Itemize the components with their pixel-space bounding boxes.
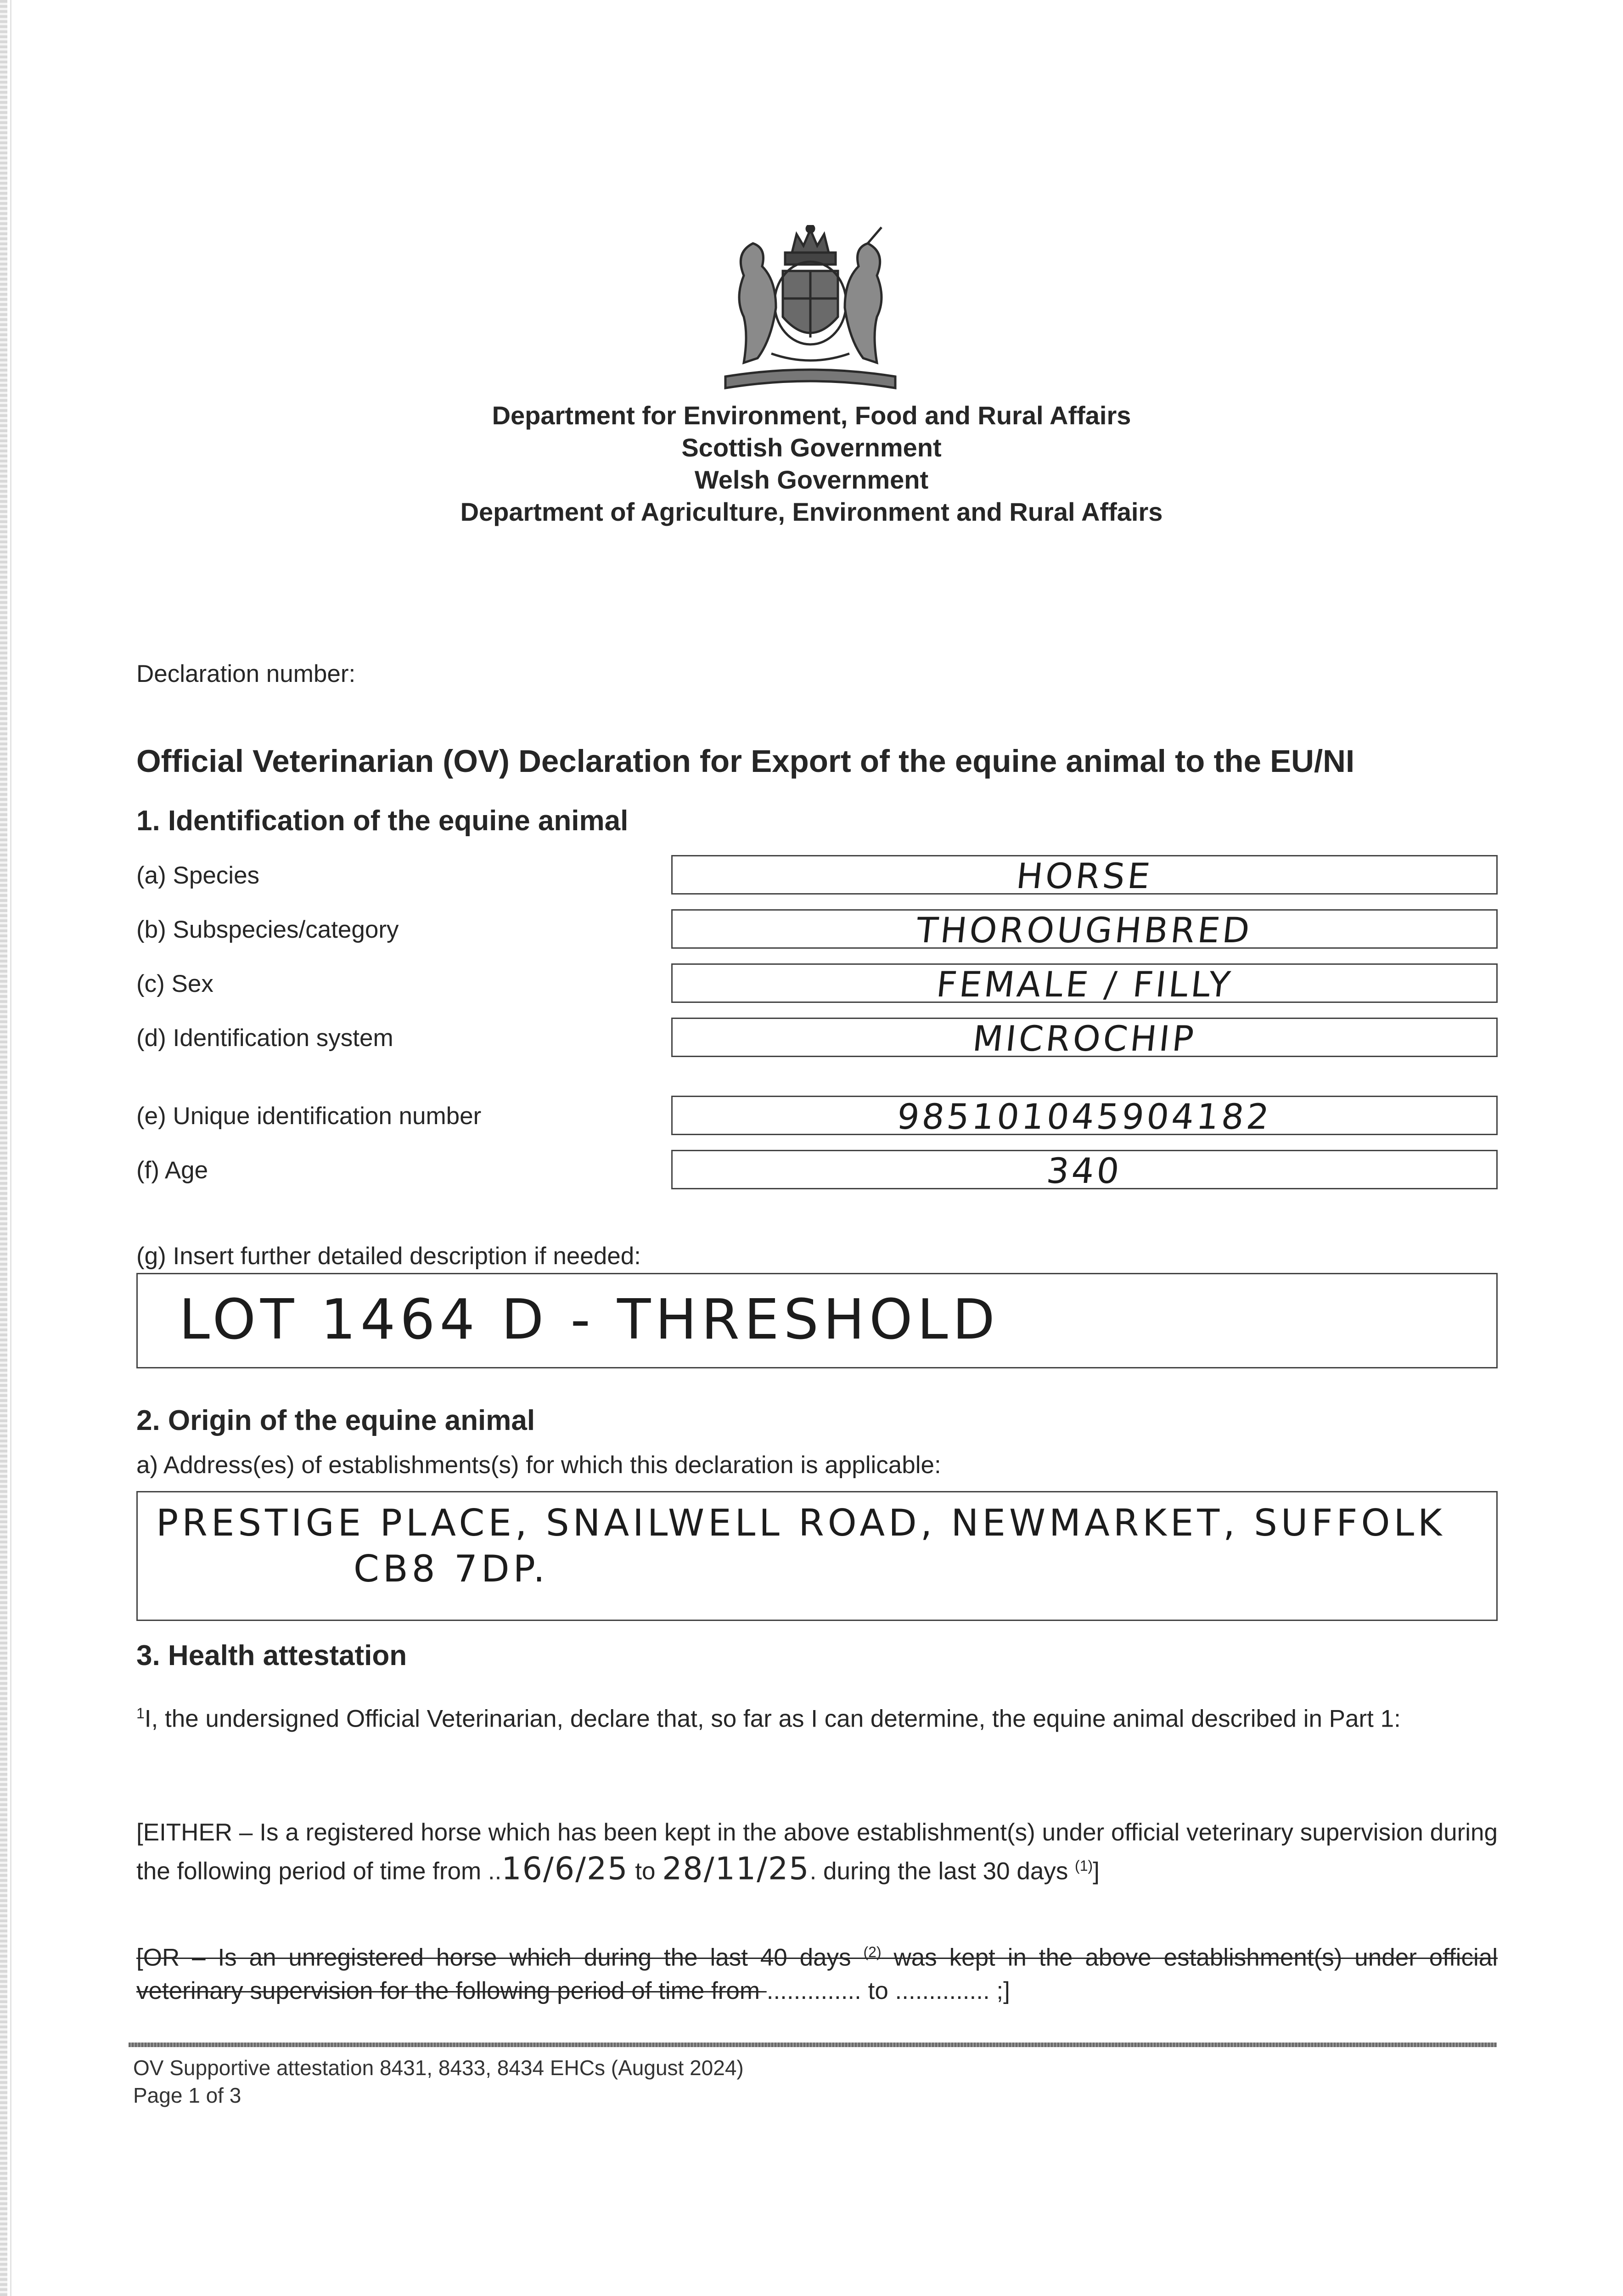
age-field[interactable] <box>671 1150 1498 1189</box>
page-title: Official Veterinarian (OV) Declaration for Export of the equine animal to the EU/NI <box>136 743 1355 779</box>
footer-form-reference: OV Supportive attestation 8431, 8433, 8434 EHCs (August 2024) <box>133 2056 744 2080</box>
or-text-2: was kept in the above establishment(s) under official veterinary supervision for the following period of time from <box>136 1944 1498 2004</box>
either-to-date[interactable]: 28/11/25 <box>662 1851 810 1887</box>
department-names <box>0 400 1623 528</box>
subspecies-value: THOROUGHBRED <box>914 910 1255 951</box>
identification-system-label: (d) Identification system <box>136 1024 393 1052</box>
identification-system-field[interactable] <box>671 1018 1498 1057</box>
either-close: ] <box>1093 1857 1100 1885</box>
footer-divider <box>129 2043 1497 2047</box>
description-value: LOT 1464 D - THRESHOLD <box>179 1288 1000 1352</box>
department-line: Department for Environment, Food and Rural Affairs <box>492 401 1131 430</box>
species-field[interactable] <box>671 855 1498 895</box>
attestation-intro <box>136 1697 1498 1736</box>
intro-superscript: 1 <box>136 1705 145 1722</box>
age-label: (f) Age <box>136 1157 208 1184</box>
address-line-1: PRESTIGE PLACE, SNAILWELL ROAD, NEWMARKET, SUFFOLK <box>156 1502 1446 1544</box>
description-label: (g) Insert further detailed description if needed: <box>136 1243 641 1270</box>
royal-coat-of-arms-icon <box>716 225 904 395</box>
department-line: Welsh Government <box>694 465 929 494</box>
sex-field[interactable] <box>671 963 1498 1003</box>
unique-id-field[interactable] <box>671 1096 1498 1135</box>
attestation-intro-text: I, the undersigned Official Veterinarian, declare that, so far as I can determine, the equine animal described in Part 1: <box>144 1705 1401 1733</box>
scan-edge <box>0 0 7 2296</box>
species-value: HORSE <box>1014 855 1155 896</box>
sex-value: FEMALE / FILLY <box>934 964 1235 1005</box>
either-clause <box>136 1816 1498 1888</box>
department-line: Department of Agriculture, Environment and Rural Affairs <box>460 497 1163 526</box>
section-1-heading: 1. Identification of the equine animal <box>136 805 629 837</box>
footer-page-number: Page 1 of 3 <box>133 2083 241 2107</box>
or-tail: .............. to .............. ;] <box>766 1977 1010 2004</box>
unique-id-value: 985101045904182 <box>895 1096 1274 1137</box>
or-text: [OR – Is an unregistered horse which during the last 40 days <box>136 1944 864 1971</box>
either-to-word: to <box>628 1857 663 1885</box>
either-from-date[interactable]: 16/6/25 <box>501 1851 629 1887</box>
either-tail: . during the last 30 days <box>809 1857 1075 1885</box>
address-label: a) Address(es) of establishments(s) for which this declaration is applicable: <box>136 1452 941 1479</box>
or-superscript: (2) <box>863 1944 882 1960</box>
description-field[interactable] <box>136 1273 1498 1368</box>
age-value: 340 <box>1045 1150 1124 1191</box>
address-field[interactable] <box>136 1491 1498 1621</box>
unique-id-label: (e) Unique identification number <box>136 1103 482 1130</box>
or-clause-struck <box>136 1936 1498 2008</box>
either-superscript: (1) <box>1075 1857 1093 1874</box>
declaration-number-label: Declaration number: <box>136 660 356 687</box>
subspecies-label: (b) Subspecies/category <box>136 916 399 943</box>
section-3-heading: 3. Health attestation <box>136 1640 407 1671</box>
identification-system-value: MICROCHIP <box>971 1018 1198 1059</box>
either-text: [EITHER – Is a registered horse which has been kept in the above establishment(s) under official veterinary supervision during the following period of time from .. <box>136 1819 1498 1885</box>
subspecies-field[interactable] <box>671 909 1498 949</box>
address-line-2: CB8 7DP. <box>354 1548 549 1590</box>
species-label: (a) Species <box>136 862 260 889</box>
section-2-heading: 2. Origin of the equine animal <box>136 1405 535 1436</box>
department-line: Scottish Government <box>681 433 942 462</box>
scan-edge-line <box>10 0 11 2296</box>
sex-label: (c) Sex <box>136 970 213 997</box>
